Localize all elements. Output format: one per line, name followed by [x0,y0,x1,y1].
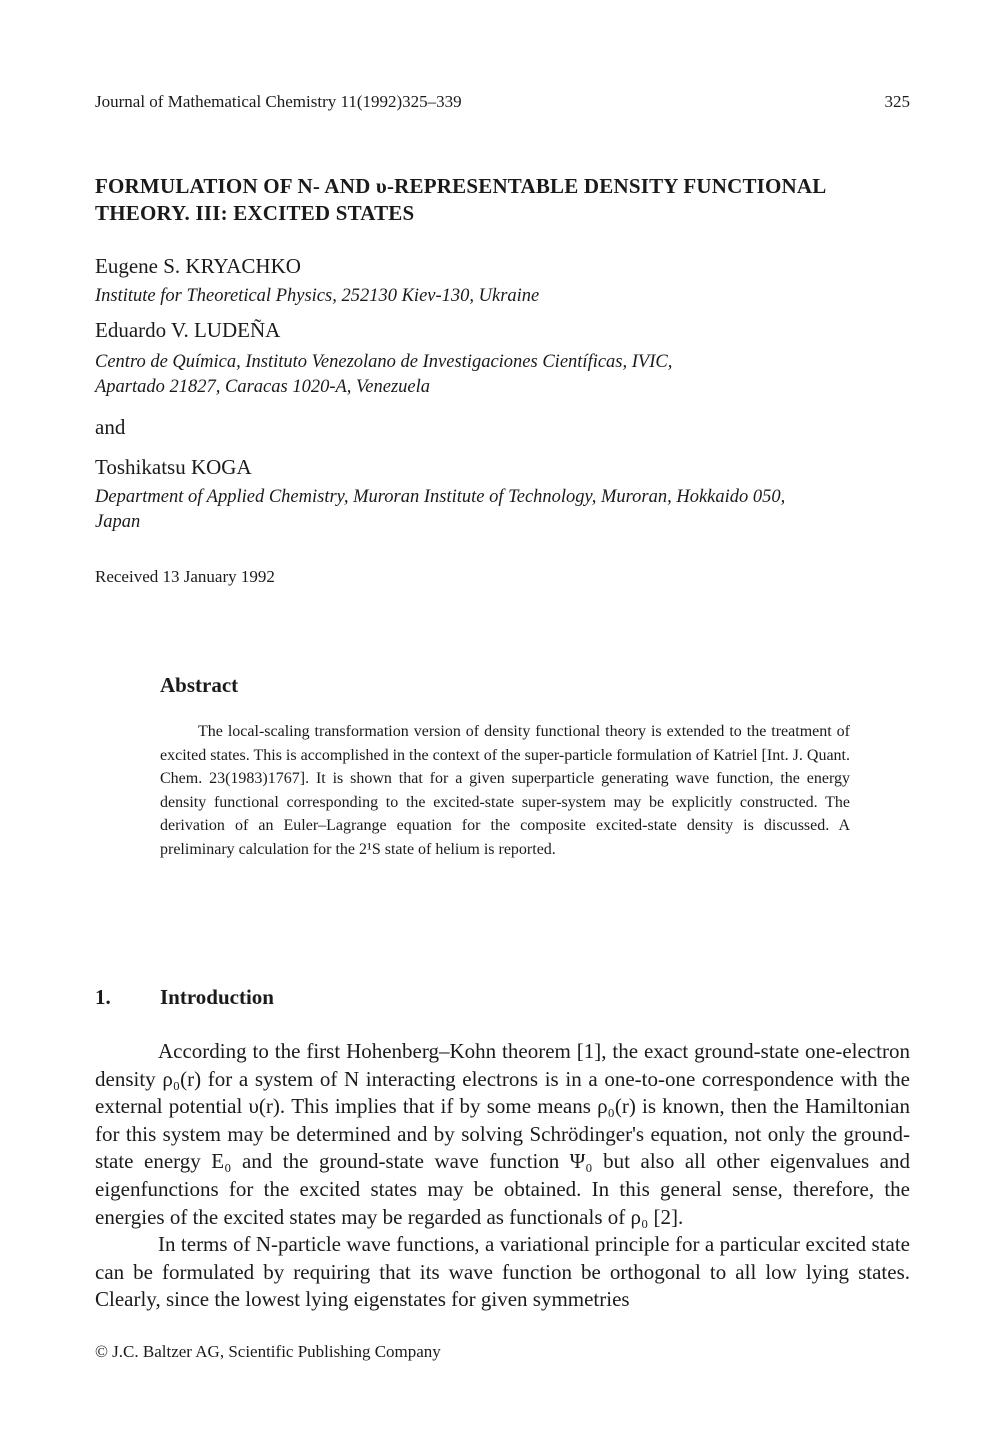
section-number: 1. [95,985,111,1009]
intro-paragraph-1: According to the first Hohenberg–Kohn theorem [1], the exact ground-state one-electron density ρ₀(r) for a system of N interacting electrons is in a one-to-one correspondence with the external potential υ(r). This implies that if by some means ρ₀(r) is known, then the Hamiltonian for this system may be determined and by solving Schrödinger's equation, not only the ground-state energy E₀ and the ground-state wave function Ψ₀ but also all other eigenvalues and eigenfunctions for the excited states may be obtained. In this general sense, therefore, the energies of the excited states may be regarded as functionals of ρ₀ [2]. [95,1039,910,1229]
copyright-footer: © J.C. Baltzer AG, Scientific Publishing Company [95,1342,441,1361]
abstract-heading: Abstract [160,673,239,697]
author-2-affiliation [95,350,925,400]
affiliation-line: Centro de Química, Instituto Venezolano de Investigaciones Científicas, IVIC, [95,352,673,372]
affiliation-line: Japan [95,512,141,532]
abstract-body [160,720,850,862]
affiliation-line: Department of Applied Chemistry, Muroran Institute of Technology, Muroran, Hokkaido 050, [95,487,786,507]
introduction-body [95,1038,910,1314]
and-connector: and [95,415,126,439]
author-3-affiliation [95,485,925,535]
abstract-text: The local-scaling transformation version of density functional theory is extended to the treatment of excited states. This is accomplished in the context of the super-particle formulation of Katriel [Int. J. Quant. Chem. 23(1983)1767]. It is shown that for a given superparticle generating wave function, the energy density functional corresponding to the excited-state super-system may be explicitly constructed. The derivation of an Euler–Lagrange equation for the composite excited-state density is discussed. A preliminary calculation for the 2¹S state of helium is reported. [160,723,850,858]
author-3-name: Toshikatsu KOGA [95,455,252,479]
author-2-name: Eduardo V. LUDEÑA [95,318,281,342]
journal-header: Journal of Mathematical Chemistry 11(1992)325–339 [95,92,462,111]
paper-title [95,173,925,227]
author-1-name: Eugene S. KRYACHKO [95,254,301,278]
affiliation-line: Institute for Theoretical Physics, 252130 Kiev-130, Ukraine [95,286,540,306]
affiliation-line: Apartado 21827, Caracas 1020-A, Venezuela [95,377,431,397]
received-date: Received 13 January 1992 [95,567,275,586]
intro-paragraph-2: In terms of N-particle wave functions, a variational principle for a particular excited state can be formulated by requiring that its wave function be orthogonal to all low lying states. Clearly, since the lowest lying eigenstates for given symmetries [95,1232,910,1312]
paper-title-line-2: THEORY. III: EXCITED STATES [95,201,415,225]
section-heading: Introduction [160,985,274,1009]
author-1-affiliation [95,284,925,309]
page-number: 325 [884,92,910,111]
paper-title-line-1: FORMULATION OF N- AND υ-REPRESENTABLE DENSITY FUNCTIONAL [95,174,827,198]
